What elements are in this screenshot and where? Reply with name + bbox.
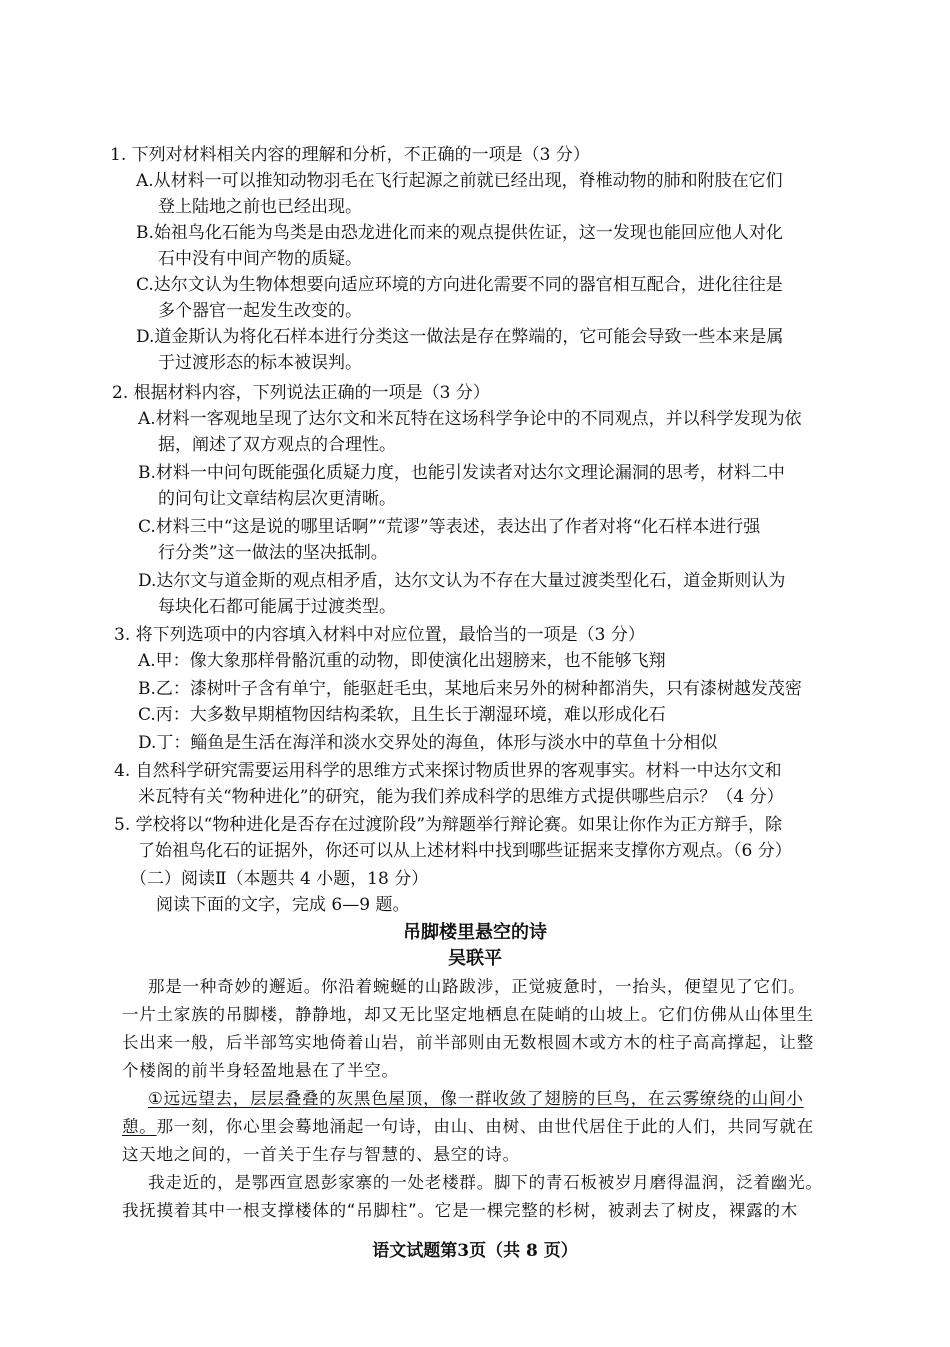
q3-option-b: B.乙：漆树叶子含有单宁，能驱赶毛虫，某地后来另外的树种都消失，只有漆树越发茂密 [138,679,802,699]
p1-line1: 那是一种奇妙的邂逅。你沿着蜿蜒的山路跋涉，正觉疲惫时，一抬头，便望见了它们。 [148,977,806,996]
p1-line4: 个楼阁的前半身轻盈地悬在了半空。 [122,1061,399,1080]
q1-option-a-line1: A.从材料一可以推知动物羽毛在飞行起源之前就已经出现，脊椎动物的肺和附肢在它们 [136,171,783,191]
q2-option-c-line2: 行分类”这一做法的坚决抵制。 [158,543,388,563]
underlined-sentence-part2: 憩。 [122,1117,157,1136]
q2-option-c-line1: C.材料三中“这是说的哪里话啊”“荒谬”等表述，表达出了作者对将“化石样本进行强 [138,517,761,537]
q2-stem: 2. 根据材料内容，下列说法正确的一项是（3 分） [112,383,490,403]
q3-stem: 3. 将下列选项中的内容填入材料中对应位置，最恰当的一项是（3 分） [114,625,645,645]
q1-option-d-line2: 于过渡形态的标本被误判。 [158,353,362,373]
p2-line2 [122,1114,814,1140]
article-author: 吴联平 [448,948,502,969]
section-instruction: 阅读下面的文字，完成 6—9 题。 [156,895,410,915]
q3-option-c: C.丙：大多数早期植物因结构柔软，且生长于潮湿环境，难以形成化石 [138,705,666,725]
q4-line2: 米瓦特有关“物种进化”的研究，能为我们养成科学的思维方式提供哪些启示？（4 分） [138,787,784,807]
q1-option-c-line1: C.达尔文认为生物体想要向适应环境的方向进化需要不同的器官相互配合，进化往往是 [136,275,783,295]
q2-option-a-line2: 据，阐述了双方观点的合理性。 [158,435,396,455]
underlined-sentence-part1: ①远远望去，层层叠叠的灰黑色屋顶，像一群收敛了翅膀的巨鸟，在云雾缭绕的山间小 [148,1089,804,1108]
page-footer: 语文试题第3页（共 8 页） [372,1241,578,1261]
q1-option-b-line2: 石中没有中间产物的质疑。 [158,249,362,269]
q4-line1: 4. 自然科学研究需要运用科学的思维方式来探讨物质世界的客观事实。材料一中达尔文和 [114,761,782,781]
q5-line1: 5. 学校将以“物种进化是否存在过渡阶段”为辩题举行辩论赛。如果让你作为正方辩手，除 [114,815,783,835]
q2-option-b-line1: B.材料一中问句既能强化质疑力度，也能引发读者对达尔文理论漏洞的思考，材料二中 [138,463,785,483]
q1-option-c-line2: 多个器官一起发生改变的。 [158,301,362,321]
q3-option-a: A.甲：像大象那样骨骼沉重的动物，即使演化出翅膀来，也不能够飞翔 [138,651,666,671]
q2-option-d-line2: 每块化石都可能属于过渡类型。 [158,597,396,617]
p2-line2-rest: 那一刻，你心里会蓦地涌起一句诗，由山、由树、由世代居住于此的人们，共同写就在 [156,1117,815,1136]
q5-line2: 了始祖鸟化石的证据外，你还可以从上述材料中找到哪些证据来支撑你方观点。（6 分） [138,841,792,861]
q2-option-b-line2: 的问句让文章结构层次更清晰。 [158,489,396,509]
p2-line1 [148,1086,804,1112]
section-heading: （二）阅读Ⅱ（本题共 4 小题，18 分） [130,869,429,889]
q1-option-d-line1: D.道金斯认为将化石样本进行分类这一做法是存在弊端的，它可能会导致一些本来是属 [136,327,784,347]
q3-option-d: D.丁：鲻鱼是生活在海洋和淡水交界处的海鱼，体形与淡水中的草鱼十分相似 [138,733,718,753]
p2-line3: 这天地之间的，一首关于生存与智慧的、悬空的诗。 [122,1145,520,1164]
q1-stem: 1. 下列对材料相关内容的理解和分析，不正确的一项是（3 分） [110,145,590,165]
article-title: 吊脚楼里悬空的诗 [403,922,547,943]
p3-line2: 我抚摸着其中一根支撑楼体的“吊脚柱”。它是一棵完整的杉树，被剥去了树皮，裸露的木 [122,1201,799,1220]
p1-line3: 长出来一般，后半部笃实地倚着山岩，前半部则由无数根圆木或方木的柱子高高撑起，让整 [122,1033,814,1052]
q1-option-b-line1: B.始祖鸟化石能为鸟类是由恐龙进化而来的观点提供佐证，这一发现也能回应他人对化 [136,223,783,243]
q2-option-a-line1: A.材料一客观地呈现了达尔文和米瓦特在这场科学争论中的不同观点，并以科学发现为依 [138,409,802,429]
p3-line1: 我走近的，是鄂西宣恩彭家寨的一处老楼群。脚下的青石板被岁月磨得温润，泛着幽光。 [148,1173,823,1192]
p1-line2: 一片土家族的吊脚楼，静静地，却又无比坚定地栖息在陡峭的山坡上。它们仿佛从山体里生 [122,1005,814,1024]
q2-option-d-line1: D.达尔文与道金斯的观点相矛盾，达尔文认为不存在大量过渡类型化石，道金斯则认为 [138,571,786,591]
q1-option-a-line2: 登上陆地之前也已经出现。 [158,197,362,217]
